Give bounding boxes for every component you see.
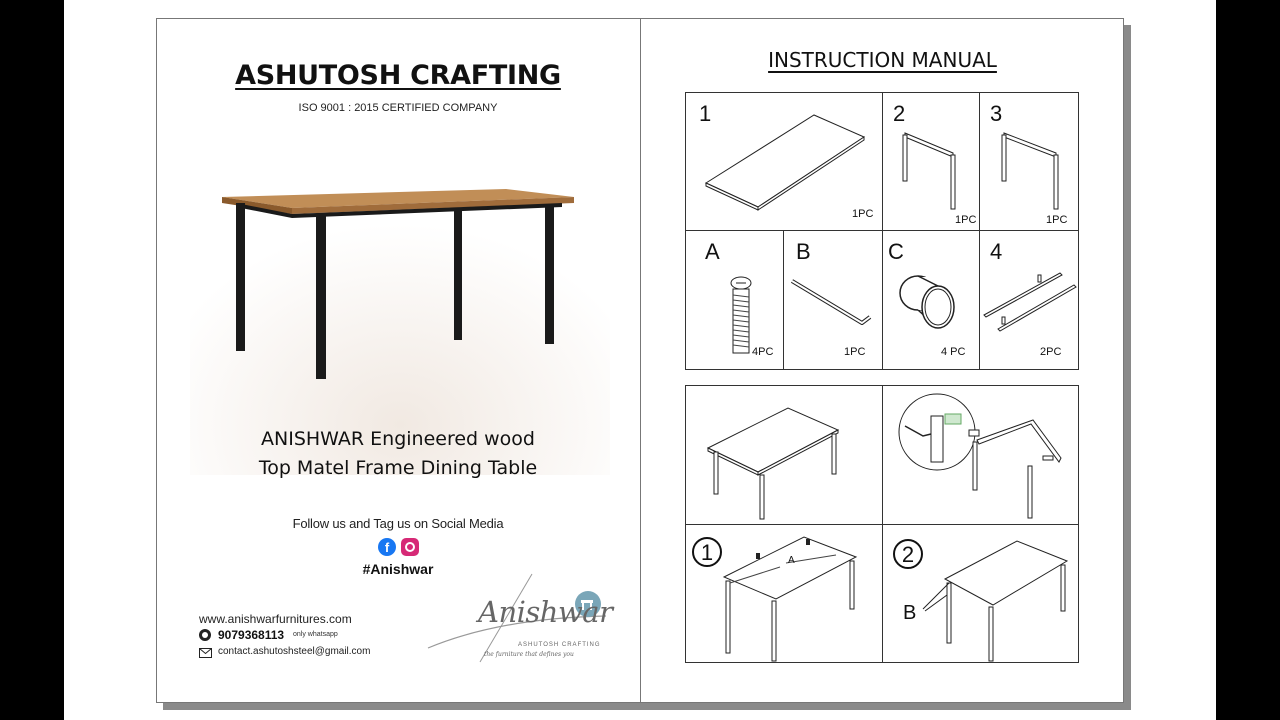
step-annotation: B (903, 602, 917, 624)
part-4-panel (979, 230, 1079, 370)
table-leg (545, 204, 554, 344)
part-1-panel (685, 92, 883, 231)
part-B-panel (783, 230, 883, 370)
phone-note: only whatsapp (293, 631, 338, 638)
email-icon (199, 648, 212, 658)
part-label: 4 (990, 239, 1003, 264)
part-label: B (796, 239, 811, 264)
logo-name: Anishwar (478, 595, 613, 629)
product-line-2: Top Matel Frame Dining Table (258, 457, 538, 479)
part-qty: 1PC (844, 346, 866, 358)
part-qty: 4PC (752, 346, 774, 358)
part-qty: 2PC (1040, 346, 1062, 358)
table-leg (316, 216, 326, 379)
part-qty: 1PC (1046, 214, 1068, 226)
part-3-panel (979, 92, 1079, 231)
part-label: 2 (893, 101, 906, 126)
part-label: 1 (699, 101, 712, 126)
part-label: 3 (990, 101, 1003, 126)
step-1-panel (685, 524, 883, 663)
logo-company: ASHUTOSH CRAFTING (518, 642, 601, 648)
email-link[interactable]: contact.ashutoshsteel@gmail.com (218, 646, 371, 657)
product-name (156, 425, 640, 483)
hashtag[interactable]: #Anishwar (362, 561, 434, 577)
step-number: 2 (893, 539, 923, 569)
phone-number[interactable]: 9079368113 (218, 628, 285, 642)
part-label: C (888, 239, 904, 264)
facebook-icon[interactable]: f (378, 538, 396, 556)
page-divider (640, 18, 641, 703)
assembled-table-panel (685, 385, 883, 525)
social-follow-text: Follow us and Tag us on Social Media (292, 516, 504, 531)
part-label: A (705, 239, 720, 264)
table-leg (236, 203, 245, 351)
step-number: 1 (692, 537, 722, 567)
part-A-panel (685, 230, 784, 370)
product-line-1: ANISHWAR Engineered wood (261, 428, 535, 450)
instagram-icon[interactable] (401, 538, 419, 556)
certification-text: ISO 9001 : 2015 CERTIFIED COMPANY (298, 102, 498, 114)
website-link[interactable]: www.anishwarfurnitures.com (199, 612, 352, 626)
frame-detail-drawing (883, 386, 1080, 526)
assembled-table-drawing (686, 386, 884, 526)
part-qty: 1PC (852, 208, 874, 220)
table-leg (454, 208, 462, 340)
part-C-panel (882, 230, 980, 370)
frame-detail-panel (882, 385, 1079, 525)
brand-title: ASHUTOSH CRAFTING (235, 60, 561, 91)
manual-title: INSTRUCTION MANUAL (768, 48, 997, 72)
step-annotation: A (788, 555, 795, 566)
whatsapp-icon (199, 629, 211, 641)
part-qty: 4 PC (941, 346, 966, 358)
logo-tagline: the furniture that defines you (484, 651, 574, 658)
step-2-panel (882, 524, 1079, 663)
part-qty: 1PC (955, 214, 977, 226)
part-2-panel (882, 92, 980, 231)
